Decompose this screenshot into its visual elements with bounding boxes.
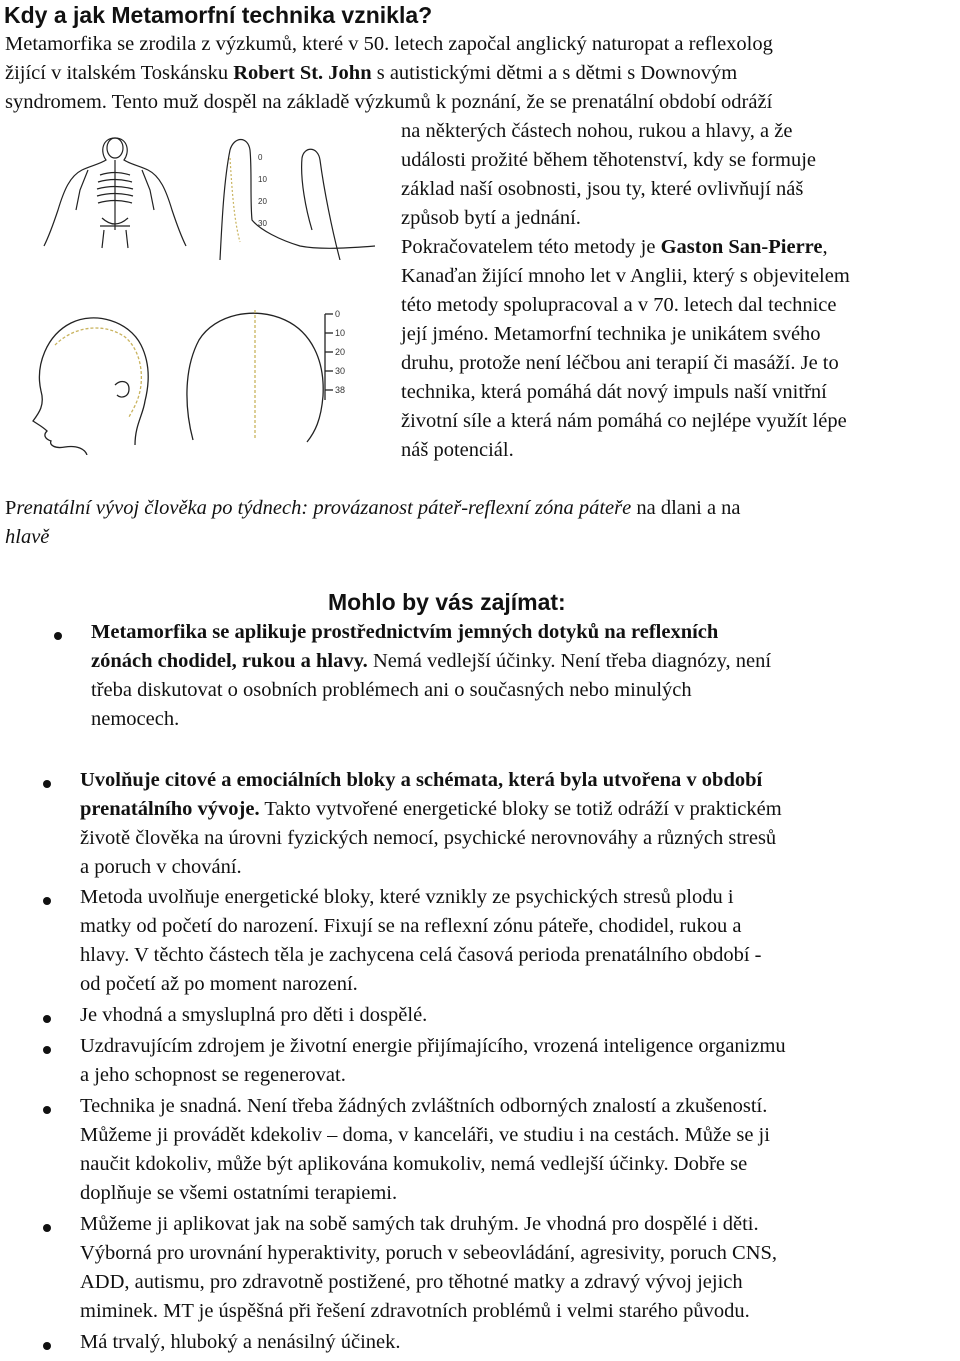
bullet-7-line-2: Výborná pro urovnání hyperaktivity, poruch v sebeovládání, agresivity, poruch CNS, bbox=[80, 1242, 778, 1264]
figure-caption-line-1: Prenatální vývoj člověka po týdnech: provázanost páteř-reflexní zóna páteře na dlani a na bbox=[5, 497, 741, 519]
bullet-1-line-1: Metamorfika se aplikuje prostřednictvím jemných dotyků na reflexních bbox=[91, 621, 719, 643]
bullet-7-line-4: miminek. MT je úspěšná při řešení zdravotních problémů i velmi starého původu. bbox=[80, 1300, 750, 1322]
bullet-dot bbox=[43, 1224, 51, 1232]
bullet-2-line-2: prenatálního vývoje. Takto vytvořené energetické bloky se totiž odráží v praktickém bbox=[80, 798, 782, 820]
right-line-5: Pokračovatelem této metody je Gaston San-Pierre, bbox=[401, 236, 828, 258]
author-name: Robert St. John bbox=[233, 62, 372, 84]
body-skeleton-illustration bbox=[30, 130, 200, 250]
right-line-8: její jméno. Metamorfní technika je unikátem svého bbox=[401, 323, 821, 345]
bullet-5-line-2: a jeho schopnost se regenerovat. bbox=[80, 1064, 346, 1086]
bullet-1-line-2: zónách chodidel, rukou a hlavy. Nemá vedlejší účinky. Není třeba diagnózy, není bbox=[91, 650, 772, 672]
figure-caption-line-2: hlavě bbox=[5, 526, 50, 548]
bullet-6-line-1: Technika je snadná. Není třeba žádných zvláštních odborných znalostí a zkušeností. bbox=[80, 1095, 768, 1117]
bullet-1-line-3: třeba diskutovat o osobních problémech ani o současných nebo minulých bbox=[91, 679, 692, 701]
bullet-6-line-3: naučit kdokoliv, může být aplikována komukoliv, nemá vedlejší účinky. Dobře se bbox=[80, 1153, 748, 1175]
bullet-2-line-4: a poruch v chování. bbox=[80, 856, 242, 878]
intro-line-1: Metamorfika se zrodila z výzkumů, které v 50. letech započal anglický naturopat a reflexolog bbox=[5, 33, 773, 55]
right-line-6: Kanaďan žijící mnoho let v Anglii, který s objevitelem bbox=[401, 265, 850, 287]
bullet-dot bbox=[43, 897, 51, 905]
page-title: Kdy a jak Metamorfní technika vznikla? bbox=[4, 2, 433, 28]
right-line-7: této metody spolupracoval a v 70. letech dal technice bbox=[401, 294, 837, 316]
right-line-11: životní síle a která nám pomáhá co nejlépe využít lépe bbox=[401, 410, 847, 432]
bullet-7-line-3: ADD, autismu, pro zdravotně postižené, pro těhotné matky a zdravý vývoj jejich bbox=[80, 1271, 743, 1293]
svg-text:30: 30 bbox=[258, 219, 267, 228]
scale-label-30: 30 bbox=[335, 366, 346, 376]
right-line-10: technika, která pomáhá dát nový impuls naší vnitřní bbox=[401, 381, 827, 403]
bullet-8-line-1: Má trvalý, hluboký a nenásilný účinek. bbox=[80, 1331, 401, 1353]
bullet-3-line-3: hlavy. V těchto částech těla je zachycena celá časová perioda prenatálního období - bbox=[80, 944, 762, 966]
bullet-2-line-1: Uvolňuje citové a emociálních bloky a schémata, která byla utvořena v období bbox=[80, 769, 763, 791]
bullet-4-line-1: Je vhodná a smysluplná pro děti i dospělé. bbox=[80, 1004, 428, 1026]
head-profile-illustration bbox=[25, 305, 175, 455]
bullet-3-line-2: matky od početí do narození. Fixují se na reflexní zónu páteře, chodidel, rukou a bbox=[80, 915, 742, 937]
bullet-dot bbox=[43, 1342, 51, 1350]
scale-label-10: 10 bbox=[335, 328, 346, 338]
bullet-dot bbox=[43, 1046, 51, 1054]
bullet-3-line-4: od početí až po moment narození. bbox=[80, 973, 358, 995]
bullet-dot bbox=[43, 780, 51, 788]
bullet-dot bbox=[43, 1106, 51, 1114]
right-line-9: druhu, protože není léčbou ani terapií či masáží. Je to bbox=[401, 352, 839, 374]
bullet-7-line-1: Můžeme ji aplikovat jak na sobě samých tak druhým. Je vhodná pro dospělé i děti. bbox=[80, 1213, 759, 1235]
successor-name: Gaston San-Pierre bbox=[660, 236, 823, 258]
intro-line-2: žijící v italském Toskánsku Robert St. John s autistickými dětmi a s dětmi s Downovým bbox=[5, 62, 738, 84]
bullet-2-line-3: životě člověka na úrovni fyzických nemocí, psychické nerovnováhy a různých stresů bbox=[80, 827, 777, 849]
section-subheading: Mohlo by vás zajímat: bbox=[328, 589, 566, 615]
bullet-dot bbox=[54, 632, 62, 640]
svg-text:0: 0 bbox=[258, 153, 263, 162]
svg-text:20: 20 bbox=[258, 197, 267, 206]
head-back-illustration bbox=[175, 300, 365, 460]
right-line-2: události prožité během těhotenství, kdy se formuje bbox=[401, 149, 817, 171]
right-line-1: na některých částech nohou, rukou a hlavy, a že bbox=[401, 120, 793, 142]
bullet-6-line-4: doplňuje se všemi ostatními terapiemi. bbox=[80, 1182, 398, 1204]
bullet-6-line-2: Můžeme ji provádět kdekoliv – doma, v kanceláři, ve studiu i na cestách. Může se ji bbox=[80, 1124, 770, 1146]
scale-label-38: 38 bbox=[335, 385, 346, 395]
bullet-1-line-4: nemocech. bbox=[91, 708, 180, 730]
svg-text:10: 10 bbox=[258, 175, 267, 184]
bullet-5-line-1: Uzdravujícím zdrojem je životní energie přijímajícího, vrozená inteligence organizmu bbox=[80, 1035, 786, 1057]
right-line-4: způsob bytí a jednání. bbox=[401, 207, 581, 229]
bullet-3-line-1: Metoda uvolňuje energetické bloky, které vznikly ze psychických stresů plodu i bbox=[80, 886, 734, 908]
scale-label-0: 0 bbox=[335, 309, 341, 319]
intro-line-3: syndromem. Tento muž dospěl na základě výzkumů k poznání, že se prenatální období odráží bbox=[5, 91, 773, 113]
hand-illustration bbox=[200, 130, 380, 260]
scale-label-20: 20 bbox=[335, 347, 346, 357]
right-line-12: náš potenciál. bbox=[401, 439, 514, 461]
bullet-dot bbox=[43, 1015, 51, 1023]
right-line-3: základ naší osobnosti, jsou ty, které ovlivňují náš bbox=[401, 178, 804, 200]
